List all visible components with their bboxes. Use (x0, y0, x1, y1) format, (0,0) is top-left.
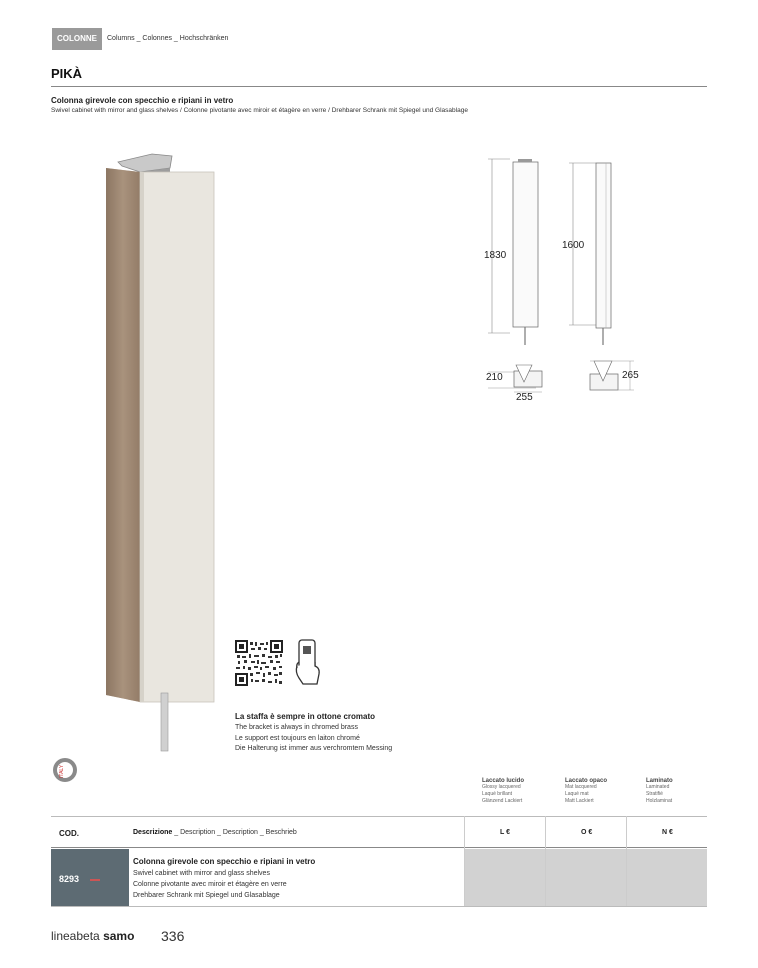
italy-badge-label: ITALY (59, 764, 65, 778)
product-code[interactable]: 8293 (59, 874, 80, 884)
footer-brand-light: lineabeta (51, 929, 100, 943)
finish-matt (565, 778, 607, 805)
finish-glossy-line: Laqué brillant (482, 791, 513, 797)
price-cell-N (627, 849, 707, 906)
table-row-desc-line: Swivel cabinet with mirror and glass shelves (133, 870, 270, 877)
finish-glossy-head: Laccato lucido (482, 778, 525, 784)
finish-glossy-line: Glänzend Lackiert (482, 798, 523, 804)
title-divider (51, 86, 707, 87)
support-pole (161, 693, 168, 751)
finish-laminate-line: Laminated (646, 784, 670, 790)
table-row-desc-line: Colonne pivotante avec miroir et étagère en verre (133, 881, 287, 888)
dim-plan-depth-right: 265 (622, 370, 639, 381)
qr-code[interactable] (235, 640, 283, 686)
dim-side-height: 1600 (562, 240, 585, 251)
price-cell-L (465, 849, 545, 906)
dim-front-height: 1830 (484, 250, 507, 261)
finish-laminate (646, 778, 673, 805)
price-header-L: L € (500, 829, 510, 836)
finish-matt-line: Matt Lackiert (565, 798, 594, 804)
price-header-N: N € (662, 829, 673, 836)
finish-glossy (482, 778, 524, 805)
code-marker (90, 879, 100, 881)
product-title: Colonna girevole con specchio e ripiani in vetro (51, 96, 234, 105)
description-header-bold: Descrizione (133, 829, 173, 836)
price-cell-O (546, 849, 626, 906)
description-header (133, 829, 297, 836)
finish-laminate-head: Laminato (646, 778, 673, 784)
table-row-desc-line: Drehbarer Schrank mit Spiegel und Glasablage (133, 892, 280, 899)
footer-brand (51, 929, 134, 943)
page-number: 336 (161, 928, 185, 944)
section-tab[interactable]: COLONNE (52, 28, 102, 50)
footer-brand-bold: samo (103, 929, 135, 943)
finish-matt-head: Laccato opaco (565, 778, 608, 784)
dim-plan-depth-left: 255 (516, 392, 533, 403)
side-elevation (596, 163, 611, 328)
price-header-O: O € (581, 829, 593, 836)
bracket-note-title: La staffa è sempre in ottone cromato (235, 712, 376, 721)
table-bottom-rule (51, 906, 707, 907)
table-top-rule (51, 816, 707, 817)
bracket-note-line: Die Halterung ist immer aus verchromtem Messing (235, 745, 393, 752)
bracket-note-line: The bracket is always in chromed brass (235, 724, 358, 731)
bracket-note-line: Le support est toujours en laiton chromé (235, 735, 360, 742)
table-header-rule (51, 847, 707, 848)
description-header-rest: _ Description _ Description _ Beschrieb (172, 829, 297, 836)
finish-matt-line: Mat lacquered (565, 784, 597, 790)
breadcrumb: Columns _ Colonnes _ Hochschränken (107, 35, 229, 42)
dim-plan-width: 210 (486, 372, 503, 383)
finish-laminate-line: Holzlaminat (646, 798, 673, 804)
finish-matt-line: Laqué mat (565, 791, 589, 797)
finish-glossy-line: Glossy lacquered (482, 784, 521, 790)
cod-header: COD. (59, 829, 79, 838)
table-row-title: Colonna girevole con specchio e ripiani in vetro (133, 857, 316, 866)
phone-scan-icon (293, 638, 325, 686)
page-title: PIKÀ (51, 66, 83, 81)
mirror-door (140, 172, 214, 702)
product-photo (100, 150, 230, 760)
product-title-translations: Swivel cabinet with mirror and glass shelves / Colonne pivotante avec miroir et étagère en verre / Drehbarer Schrank mit Spiegel und Glasablage (51, 107, 468, 114)
finish-laminate-line: Stratifié (646, 791, 663, 797)
front-elevation (513, 162, 538, 327)
